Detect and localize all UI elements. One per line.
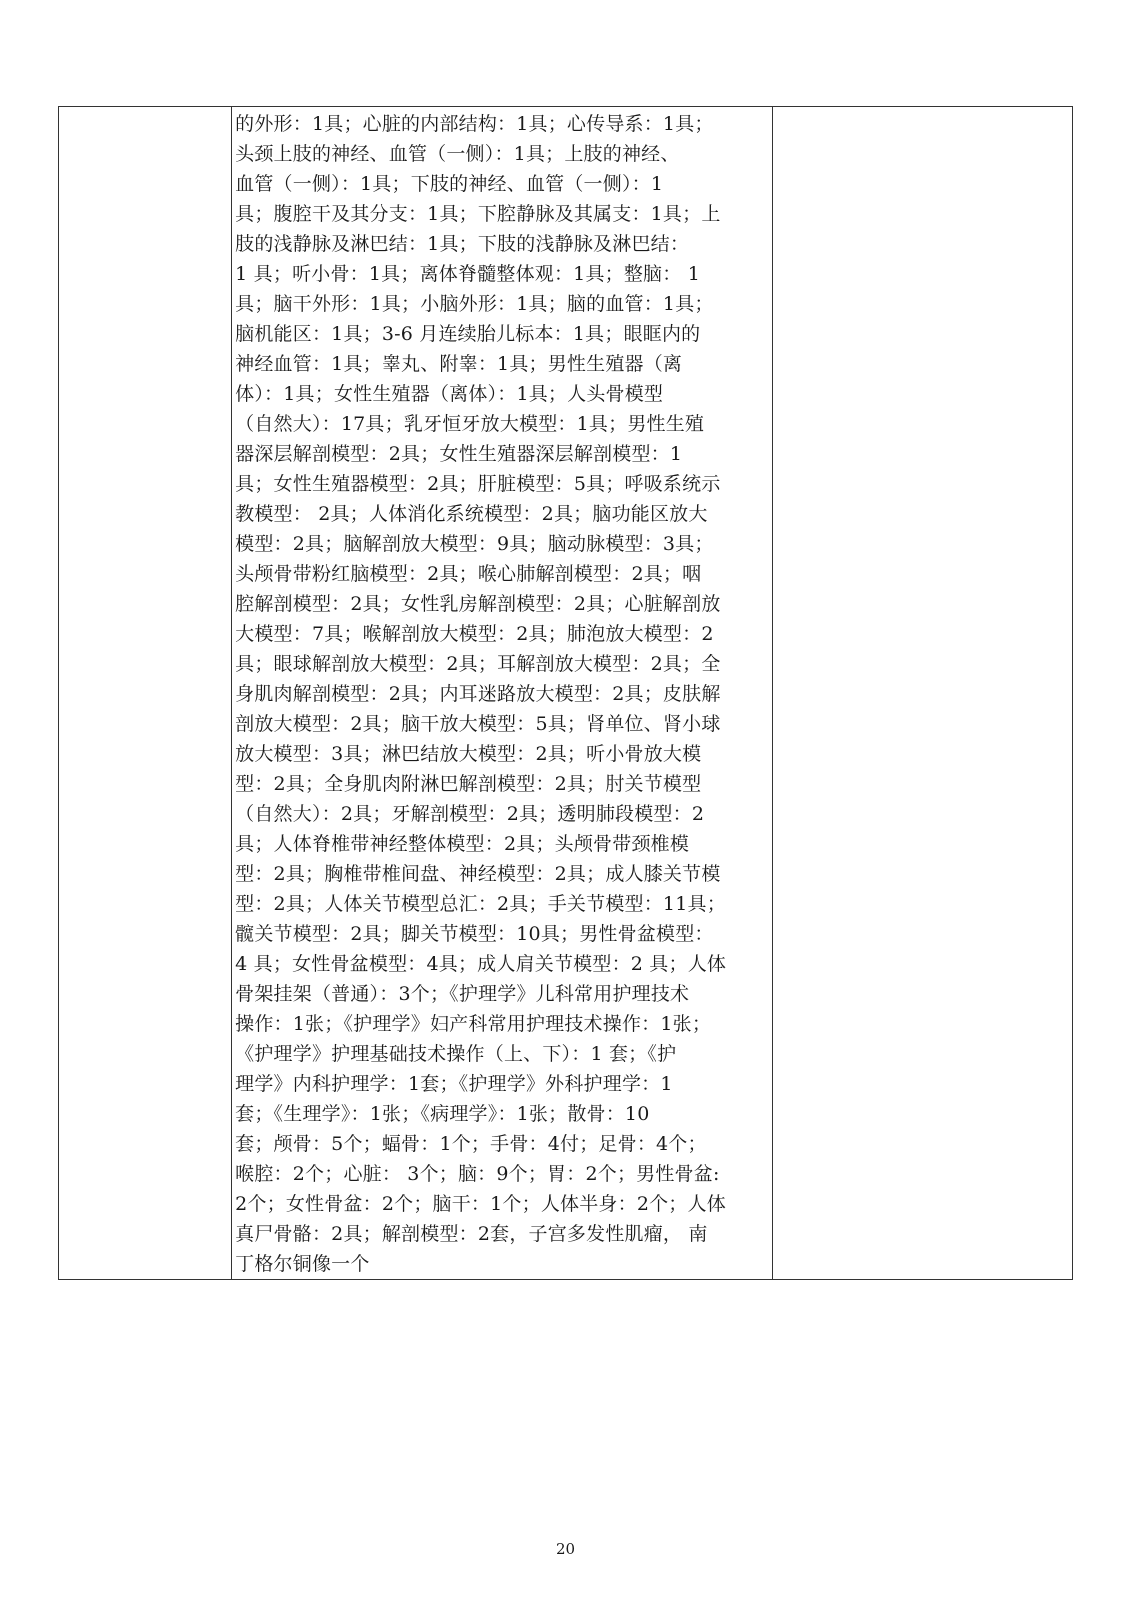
content-line: （自然大）：17具；乳牙恒牙放大模型：1具；男性生殖 bbox=[235, 413, 705, 435]
content-line: 理学》内科护理学：1套；《护理学》外科护理学：1 bbox=[235, 1073, 673, 1095]
content-line: 具；腹腔干及其分支：1具；下腔静脉及其属支：1具；上 bbox=[235, 203, 721, 225]
content-line: 《护理学》护理基础技术操作（上、下）：1 套；《护 bbox=[235, 1043, 677, 1065]
content-line: 剖放大模型：2具；脑干放大模型：5具；肾单位、肾小球 bbox=[235, 713, 721, 735]
content-line: 型：2具；胸椎带椎间盘、神经模型：2具；成人膝关节模 bbox=[235, 863, 721, 885]
content-line: 血管（一侧）：1具；下肢的神经、血管（一侧）：1 bbox=[235, 173, 664, 195]
content-line: 肢的浅静脉及淋巴结：1具；下肢的浅静脉及淋巴结： bbox=[235, 233, 690, 255]
content-line: 骨架挂架（普通）：3个；《护理学》儿科常用护理技术 bbox=[235, 983, 690, 1005]
content-line: 放大模型：3具；淋巴结放大模型：2具；听小骨放大模 bbox=[235, 743, 702, 765]
content-line: 头颅骨带粉红脑模型：2具；喉心肺解剖模型：2具；咽 bbox=[235, 563, 702, 585]
table-row bbox=[59, 107, 1073, 1280]
content-line: 教模型： 2具；人体消化系统模型：2具；脑功能区放大 bbox=[235, 503, 708, 525]
content-line: 具；眼球解剖放大模型：2具；耳解剖放大模型：2具；全 bbox=[235, 653, 721, 675]
table-cell-left bbox=[59, 107, 232, 1280]
content-line: 4 具；女性骨盆模型：4具；成人肩关节模型：2 具；人体 bbox=[235, 953, 727, 975]
content-line: 操作：1张；《护理学》妇产科常用护理技术操作：1张； bbox=[235, 1013, 712, 1035]
content-line: 套；颅骨：5个；蝠骨：1个；手骨：4付；足骨：4个； bbox=[235, 1133, 707, 1155]
content-line: 体）：1具；女性生殖器（离体）：1具；人头骨模型 bbox=[235, 383, 664, 405]
content-line: 具；人体脊椎带神经整体模型：2具；头颅骨带颈椎模 bbox=[235, 833, 690, 855]
content-line: 器深层解剖模型：2具；女性生殖器深层解剖模型：1 bbox=[235, 443, 683, 465]
content-line: 神经血管：1具；睾丸、附睾：1具；男性生殖器（离 bbox=[235, 353, 683, 375]
content-line: 具；女性生殖器模型：2具；肝脏模型：5具；呼吸系统示 bbox=[235, 473, 721, 495]
content-line: 头颈上肢的神经、血管（一侧）：1具；上肢的神经、 bbox=[235, 143, 680, 165]
content-line: 型：2具；全身肌肉附淋巴解剖模型：2具；肘关节模型 bbox=[235, 773, 702, 795]
table-cell-content bbox=[232, 107, 773, 1280]
content-line: 喉腔：2个；心脏： 3个；脑：9个；胃：2个；男性骨盆: bbox=[235, 1163, 720, 1185]
content-line: 模型：2具；脑解剖放大模型：9具；脑动脉模型：3具； bbox=[235, 533, 714, 555]
content-line: 2个；女性骨盆：2个；脑干：1个；人体半身：2个；人体 bbox=[235, 1193, 726, 1215]
equipment-table bbox=[58, 106, 1073, 1280]
content-line: 真尸骨骼：2具；解剖模型：2套，子宫多发性肌瘤， 南 bbox=[235, 1223, 708, 1245]
content-line: 身肌肉解剖模型：2具；内耳迷路放大模型：2具；皮肤解 bbox=[235, 683, 721, 705]
content-line: 型：2具；人体关节模型总汇：2具；手关节模型：11具； bbox=[235, 893, 726, 915]
content-line: 丁格尔铜像一个 bbox=[235, 1253, 370, 1275]
content-line: 大模型：7具；喉解剖放大模型：2具；肺泡放大模型：2 bbox=[235, 623, 714, 645]
content-line: 套；《生理学》：1张；《病理学》：1张；散骨：10 bbox=[235, 1103, 650, 1125]
equipment-list-text bbox=[232, 107, 772, 1279]
content-line: 具；脑干外形：1具；小脑外形：1具；脑的血管：1具； bbox=[235, 293, 714, 315]
content-line: 腔解剖模型：2具；女性乳房解剖模型：2具；心脏解剖放 bbox=[235, 593, 721, 615]
content-line: 脑机能区：1具；3-6 月连续胎儿标本：1具；眼眶内的 bbox=[235, 323, 701, 345]
table-cell-right bbox=[772, 107, 1072, 1280]
content-line: 1 具；听小骨：1具；离体脊髓整体观：1具；整脑： 1 bbox=[235, 263, 700, 285]
content-line: 的外形：1具；心脏的内部结构：1具；心传导系：1具； bbox=[235, 113, 714, 135]
content-line: 髋关节模型：2具；脚关节模型：10具；男性骨盆模型： bbox=[235, 923, 714, 945]
content-line: （自然大）：2具；牙解剖模型：2具；透明肺段模型：2 bbox=[235, 803, 705, 825]
page-number: 20 bbox=[555, 1540, 576, 1558]
